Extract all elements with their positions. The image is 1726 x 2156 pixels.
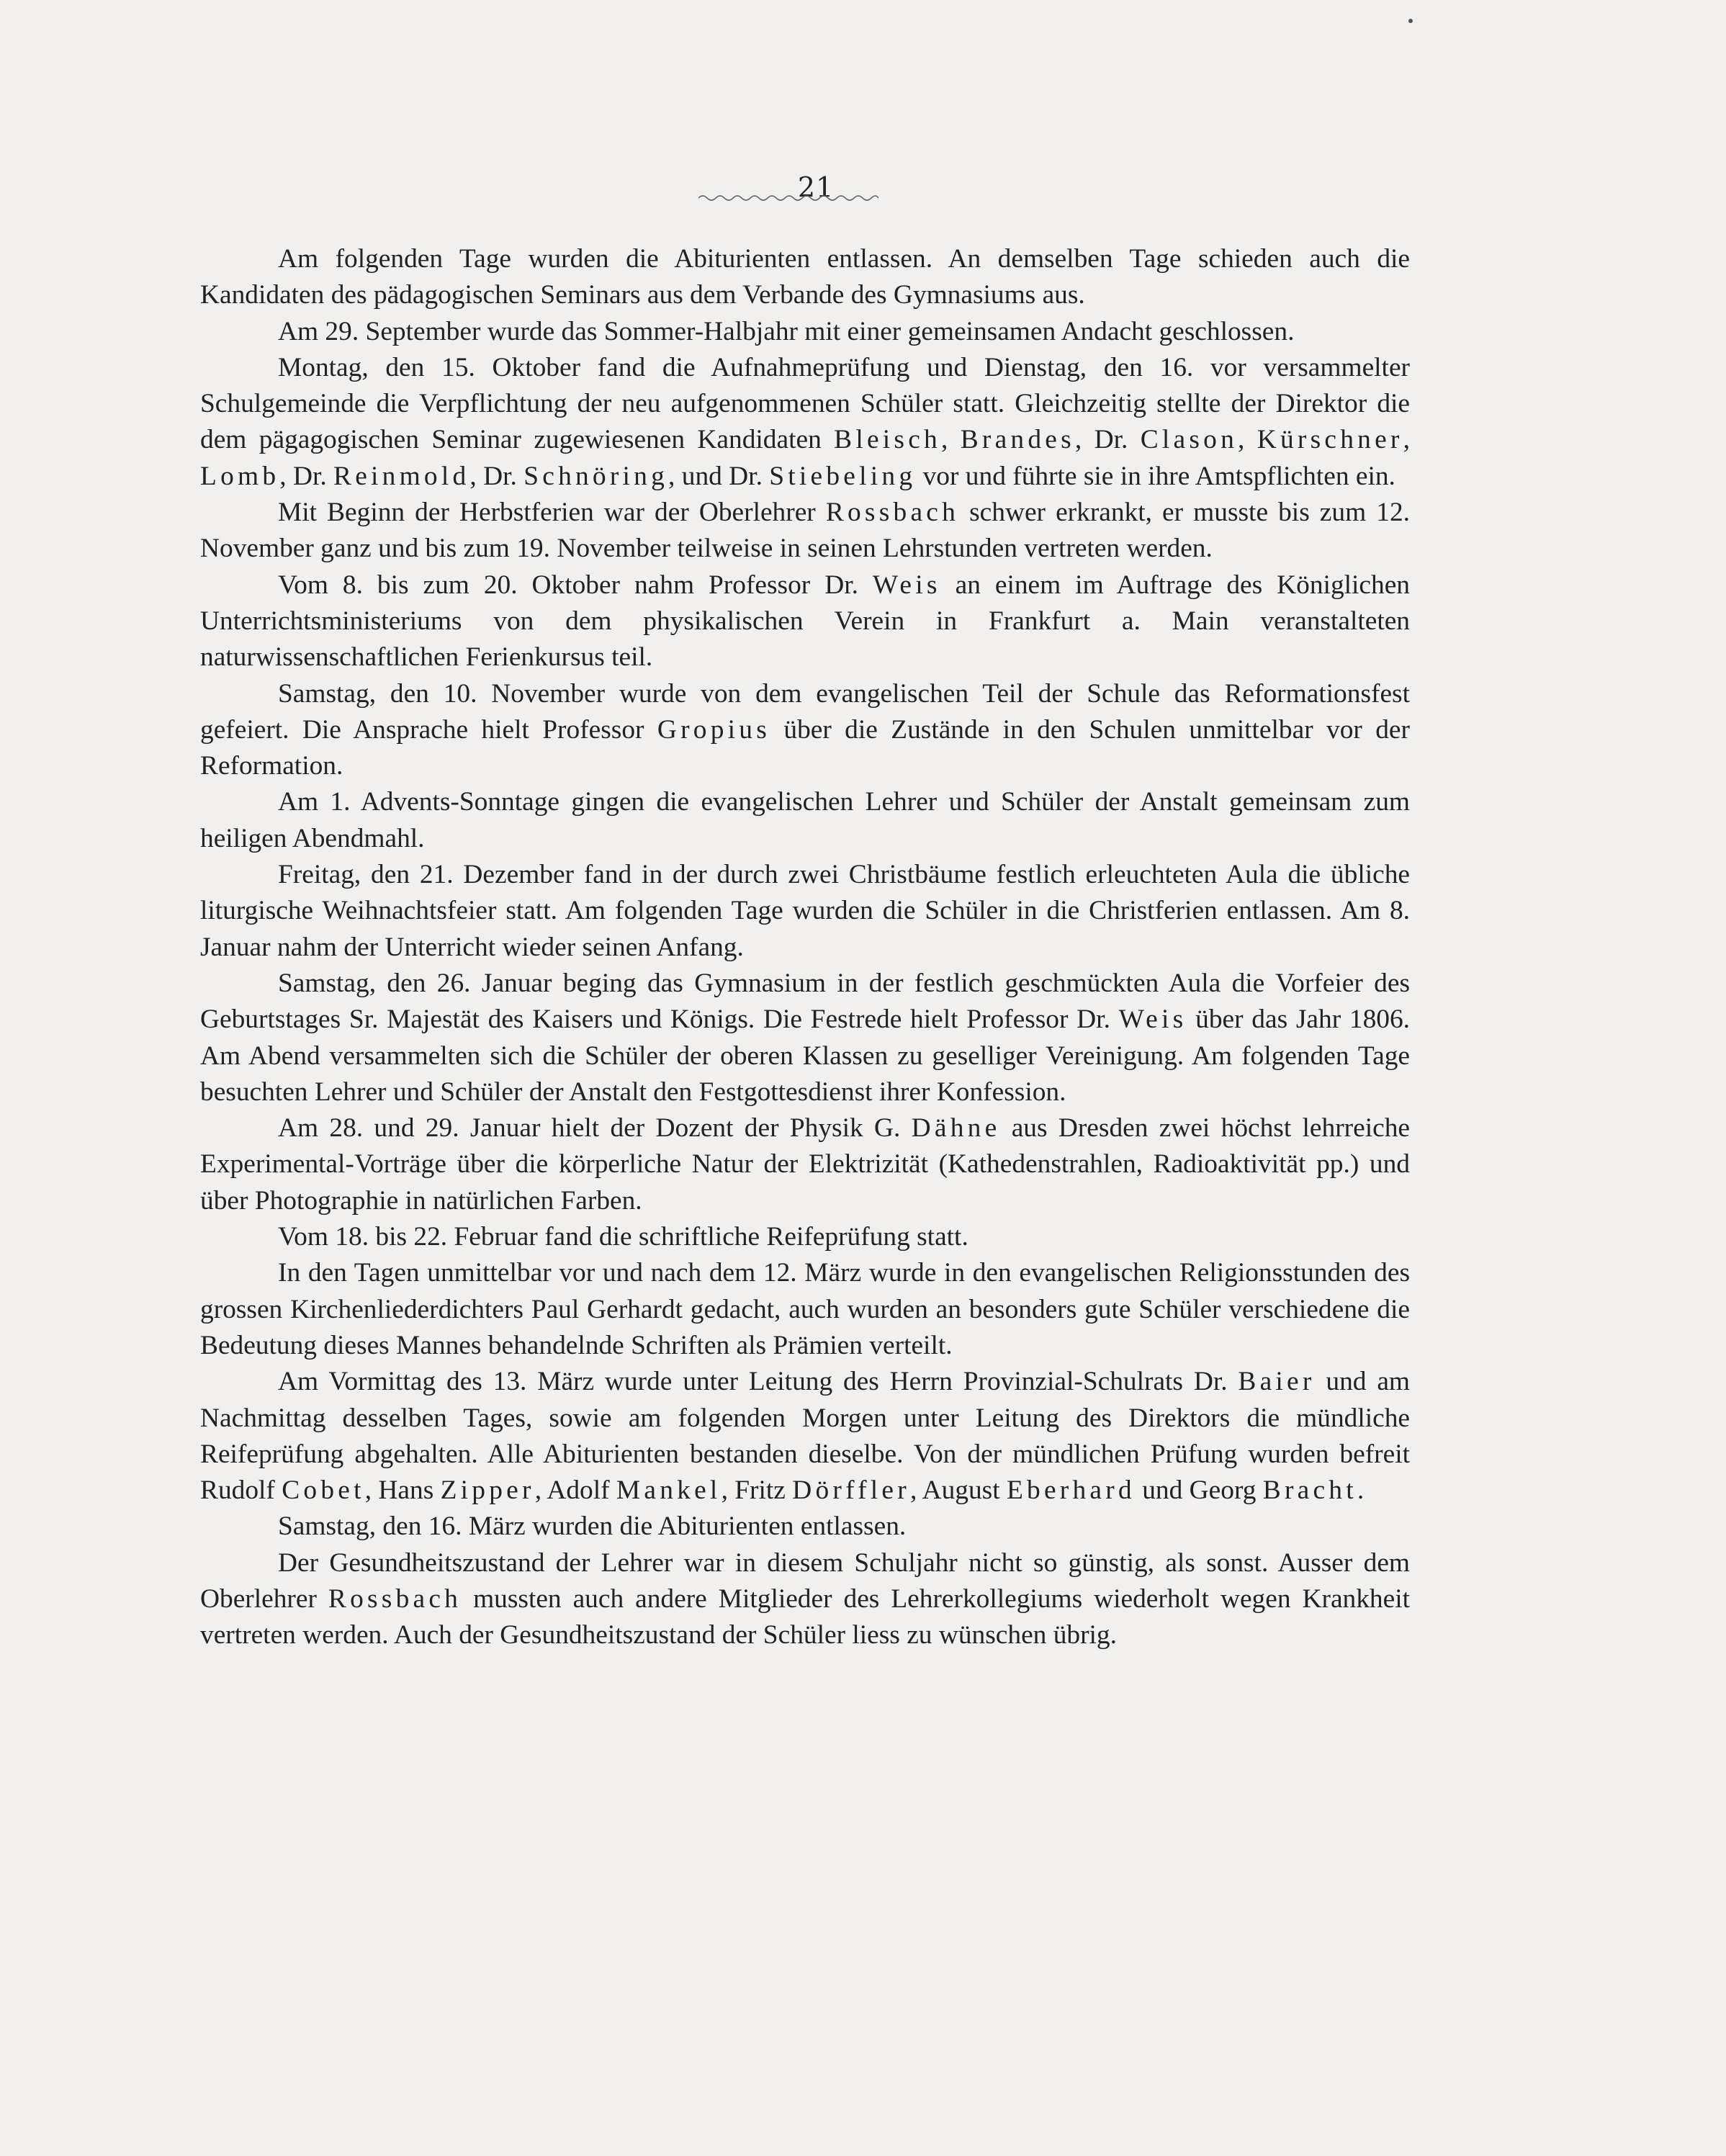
spaced-name: Brandes (960, 425, 1075, 455)
spaced-name: Eberhard (1006, 1475, 1136, 1506)
text-run: aus Dresden zwei höchst lehrreiche Experimental-Vorträge über die körperliche Natur der Elektrizität (Kathedenstrahlen, Radioaktivität pp.) und über Photographie in natürlichen Farben. (200, 1113, 1410, 1216)
text-run: und Georg (1135, 1475, 1263, 1506)
text-run: , (1403, 425, 1410, 455)
paragraph (200, 966, 1410, 1110)
text-run: Samstag, den 26. Januar beging das Gymnasium in der festlich geschmückten Aula die Vorfeier des Geburtstages Sr. Majestät des Kaisers und Königs. Die Festrede hielt Professor Dr. (200, 968, 1410, 1035)
paragraph: In den Tagen unmittelbar vor und nach dem 12. März wurde in den evangelischen Religionsstunden des grossen Kirchenliederdichters Paul Gerhardt gedacht, auch wurden an besonders gute Schüler verschiedene die Bedeutung dieses Mannes behandelnde Schriften als Prämien verteilt. (200, 1258, 1410, 1360)
text-run: vor und führte sie in ihre Amtspflichten ein. (916, 461, 1395, 491)
spaced-name: Baier (1238, 1367, 1316, 1397)
spaced-name: Zipper (440, 1475, 535, 1506)
spaced-name: Cobet (282, 1475, 365, 1506)
spaced-name: Weis (1118, 1005, 1187, 1035)
text-run: , August (909, 1475, 1007, 1506)
spaced-name: Dähne (911, 1113, 1001, 1144)
spaced-name: Weis (872, 570, 941, 600)
body-text (200, 241, 1410, 1654)
paragraph: Am folgenden Tage wurden die Abiturienten entlassen. An demselben Tage schieden auch die Kandidaten des pädagogischen Seminars aus dem Verbande des Gymnasiums aus. (200, 244, 1410, 310)
spaced-name: Rossbach (328, 1584, 462, 1614)
paragraph: Samstag, den 16. März wurden die Abiturienten entlassen. (278, 1512, 907, 1542)
text-run: und am Nachmittag desselben Tages, sowie am folgenden Morgen unter Leitung des Direktors die mündliche Reifeprüfung abgehalten. Alle Abiturienten bestanden dieselbe. Von der mündlichen Prüfung wurden befreit Rudolf (200, 1367, 1410, 1506)
text-run: Mit Beginn der Herbstferien war der Oberlehrer (278, 498, 826, 528)
scan-speck (1408, 19, 1413, 23)
paragraph (200, 495, 1410, 567)
text-run: an einem im Auftrage des Königlichen Unterrichtsministeriums von dem physikalischen Verein in Frankfurt a. Main veranstalteten naturwissenschaftlichen Ferienkursus teil. (200, 570, 1410, 673)
text-run: , (1238, 425, 1257, 455)
text-run: schwer erkrankt, er musste bis zum 12. November ganz und bis zum 19. November teilweise in seinen Lehrstunden vertreten werden. (200, 498, 1410, 564)
paragraph: Am 1. Advents-Sonntage gingen die evangelischen Lehrer und Schüler der Anstalt gemeinsam zum heiligen Abendmahl. (200, 787, 1410, 853)
text-run: , Dr. (469, 461, 524, 491)
text-run: , Adolf (534, 1475, 616, 1506)
text-run: Vom 8. bis zum 20. Oktober nahm Professor Dr. (278, 570, 873, 600)
spaced-name: Reinmold (333, 461, 470, 491)
paragraph: Am 29. September wurde das Sommer-Halbjahr mit einer gemeinsamen Andacht geschlossen. (278, 316, 1295, 346)
paragraph (200, 676, 1410, 785)
spaced-name: Dörffler (792, 1475, 910, 1506)
text-run: Der Gesundheitszustand der Lehrer war in diesem Schuljahr nicht so günstig, als sonst. Ausser dem Oberlehrer (200, 1548, 1410, 1614)
spaced-name: Lomb (200, 461, 280, 491)
wavy-rule-ornament (698, 193, 878, 203)
text-run: über das Jahr 1806. Am Abend versammelten sich die Schüler der oberen Klassen zu geselliger Vereinigung. Am folgenden Tage besuchten Lehrer und Schüler der Anstalt den Festgottesdienst ihrer Konfession. (200, 1005, 1410, 1107)
spaced-name: Mankel (616, 1475, 722, 1506)
spaced-name: Bleisch (834, 425, 941, 455)
text-run: , Dr. (1074, 425, 1141, 455)
paragraph (200, 350, 1410, 495)
paragraph (200, 1110, 1410, 1219)
spaced-name: Bracht (1262, 1475, 1357, 1506)
text-run: , und Dr. (668, 461, 770, 491)
page-number: 21 (797, 171, 835, 203)
paragraph (200, 1545, 1410, 1654)
text-run: mussten auch andere Mitglieder des Lehrerkollegiums wiederholt wegen Krankheit vertreten werden. Auch der Gesundheitszustand der Schüler liess zu wünschen übrig. (200, 1584, 1410, 1650)
spaced-name: Gropius (657, 714, 770, 745)
spaced-name: Schnöring (523, 461, 669, 491)
text-run: über die Zustände in den Schulen unmittelbar vor der Reformation. (200, 714, 1410, 781)
text-run: , Fritz (721, 1475, 793, 1506)
text-run: , (940, 425, 961, 455)
paragraph (200, 567, 1410, 676)
spaced-name: Clason (1140, 425, 1239, 455)
text-run: Samstag, den 10. November wurde von dem evangelischen Teil der Schule das Reformationsfest gefeiert. Die Ansprache hielt Professor (200, 678, 1410, 745)
text-run: , Hans (364, 1475, 441, 1506)
text-run: Am 28. und 29. Januar hielt der Dozent der Physik G. (278, 1113, 912, 1144)
text-run: Am Vormittag des 13. März wurde unter Leitung des Herrn Provinzial-Schulrats Dr. (278, 1367, 1239, 1397)
paragraph (200, 1364, 1410, 1509)
spaced-name: Stiebeling (769, 461, 917, 491)
paragraph: Freitag, den 21. Dezember fand in der durch zwei Christbäume festlich erleuchteten Aula die übliche liturgische Weihnachtsfeier statt. Am folgenden Tage wurden die Schüler in die Christferien entlassen. Am 8. Januar nahm der Unterricht wieder seinen Anfang. (200, 860, 1410, 962)
paragraph: Vom 18. bis 22. Februar fand die schriftliche Reifeprüfung statt. (278, 1222, 968, 1252)
spaced-name: Rossbach (825, 498, 960, 528)
spaced-name: Kürschner (1257, 425, 1403, 455)
text-run: Montag, den 15. Oktober fand die Aufnahmeprüfung und Dienstag, den 16. vor versammelter Schulgemeinde die Verpflichtung der neu aufgenommenen Schüler statt. Gleichzeitig stellte der Direktor die dem pägagogischen Seminar zugewiesenen Kandidaten (200, 352, 1410, 455)
text-run: , Dr. (279, 461, 334, 491)
text-run: . (1357, 1475, 1365, 1506)
